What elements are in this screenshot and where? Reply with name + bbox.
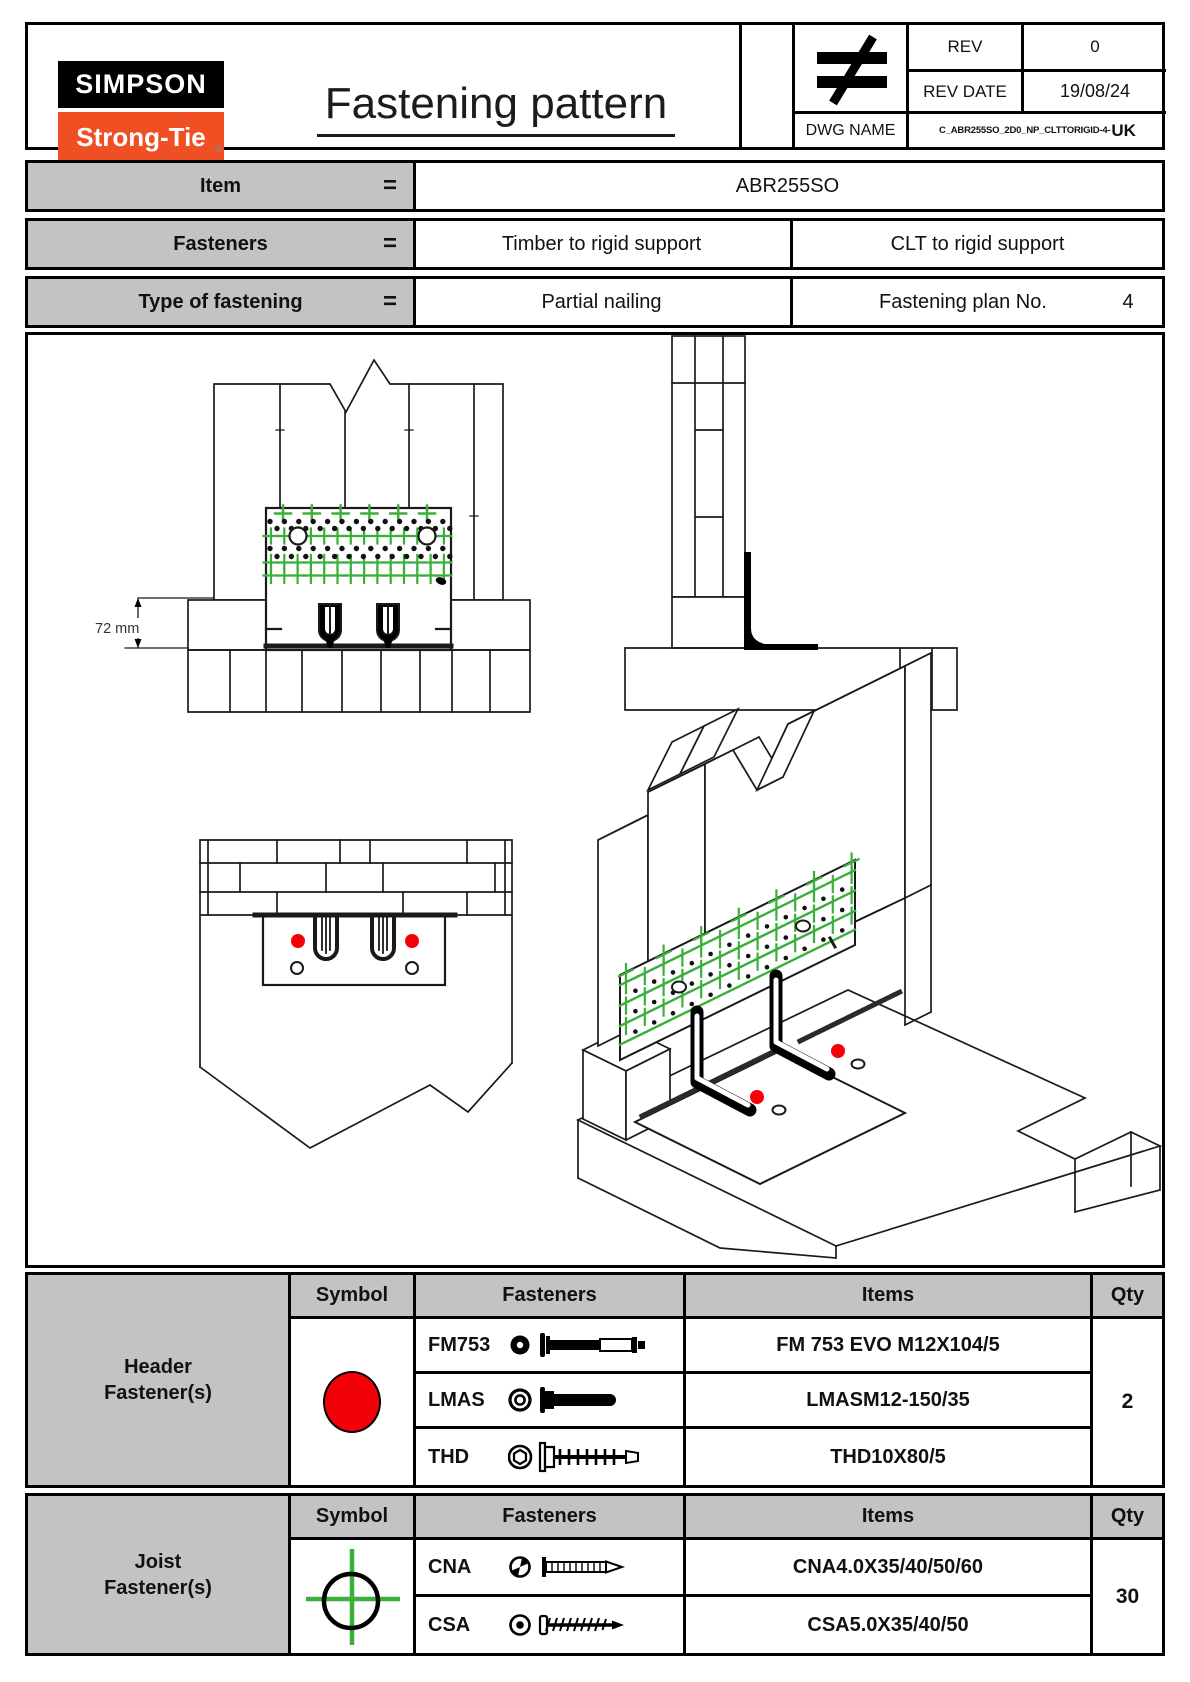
- joist-fastener-table: [25, 1493, 1165, 1656]
- fm753-bolt-icon: [508, 1327, 658, 1363]
- column-header-symbol: Symbol: [291, 1275, 416, 1319]
- type-value-left: Partial nailing: [541, 290, 662, 313]
- info-row-item: [25, 160, 1165, 212]
- item-value: ABR255SO: [735, 174, 840, 197]
- page-title: Fastening pattern: [240, 79, 752, 129]
- item-cell: FM 753 EVO M12X104/5: [686, 1319, 1093, 1374]
- logo-simpson-text: SIMPSON: [58, 61, 224, 108]
- fastener-code-cell: CNA: [416, 1540, 686, 1597]
- column-header-qty: Qty: [1093, 1496, 1162, 1540]
- column-header-items: Items: [686, 1496, 1093, 1540]
- simpson-strongtie-logo: [58, 61, 224, 162]
- fastener-code-cell: LMAS: [416, 1374, 686, 1429]
- logo-strongtie-text: Strong-Tie ®: [58, 112, 224, 162]
- plan-no-value: 4: [1122, 290, 1134, 313]
- item-cell: CNA4.0X35/40/50/60: [686, 1540, 1093, 1597]
- equals-sign: =: [382, 230, 397, 257]
- info-row-fasteners: [25, 218, 1165, 270]
- header-fastener-dot: [291, 934, 305, 948]
- group-label-header: Header Fastener(s): [28, 1275, 291, 1485]
- column-header-fasteners: Fasteners: [416, 1275, 686, 1319]
- group-label-joist: Joist Fastener(s): [28, 1496, 291, 1653]
- item-cell: THD10X80/5: [686, 1429, 1093, 1485]
- item-cell: CSA5.0X35/40/50: [686, 1597, 1093, 1653]
- thd-screw-icon: [508, 1439, 658, 1475]
- rev-value: 0: [1090, 37, 1100, 56]
- fastener-code-cell: THD: [416, 1429, 686, 1485]
- symbol-cell-joist-fastener: [291, 1540, 416, 1653]
- fasteners-label-cell: Fasteners =: [28, 221, 416, 267]
- rev-date-value: 19/08/24: [1059, 81, 1131, 101]
- angle-bracket-profile: [744, 552, 818, 650]
- qty-cell: 30: [1115, 1584, 1140, 1608]
- type-label-cell: Type of fastening =: [28, 279, 416, 325]
- column-header-qty: Qty: [1093, 1275, 1162, 1319]
- bottom-view-drawing: [200, 840, 512, 1148]
- front-view-drawing: [88, 360, 530, 712]
- column-header-symbol: Symbol: [291, 1496, 416, 1540]
- title-block: [25, 22, 1165, 154]
- rev-date-label: REV DATE: [923, 81, 1007, 101]
- column-header-fasteners: Fasteners: [416, 1496, 686, 1540]
- technical-drawing: [25, 332, 1165, 1268]
- csa-screw-icon: [508, 1607, 658, 1643]
- info-row-type: [25, 276, 1165, 328]
- item-label-cell: Item =: [28, 163, 416, 209]
- column-header-items: Items: [686, 1275, 1093, 1319]
- fasteners-value-right: CLT to rigid support: [890, 232, 1065, 255]
- not-equal-icon: [803, 33, 901, 107]
- equals-sign: =: [382, 172, 397, 199]
- symbol-cell-header-fastener: [291, 1319, 416, 1485]
- lmas-bolt-icon: [508, 1382, 658, 1418]
- rev-label: REV: [947, 37, 983, 56]
- cna-nail-icon: [508, 1549, 658, 1585]
- dwg-name-label: DWG NAME: [805, 121, 896, 139]
- header-fastener-dot: [831, 1044, 845, 1058]
- header-fastener-dot: [405, 934, 419, 948]
- dwg-name-value: C_ABR255SO_2D0_NP_CLTTORIGID-4- UK: [939, 120, 1136, 140]
- divider-line: [739, 25, 742, 147]
- red-circle-symbol-icon: [323, 1371, 381, 1433]
- fastener-code-cell: FM753: [416, 1319, 686, 1374]
- green-crosshair-symbol-icon: [298, 1543, 406, 1651]
- isometric-view-drawing: [578, 653, 1160, 1258]
- qty-cell: 2: [1121, 1390, 1134, 1413]
- plan-no-label: Fastening plan No.: [879, 290, 1047, 313]
- fasteners-value-left: Timber to rigid support: [501, 232, 702, 255]
- header-fastener-dot: [750, 1090, 764, 1104]
- header-fastener-table: [25, 1272, 1165, 1488]
- side-view-drawing: [625, 336, 957, 710]
- equals-sign: =: [382, 288, 397, 315]
- item-cell: LMASM12-150/35: [686, 1374, 1093, 1429]
- fastener-code-cell: CSA: [416, 1597, 686, 1653]
- registered-mark: ®: [215, 144, 222, 154]
- dimension-label: 72 mm: [95, 621, 140, 637]
